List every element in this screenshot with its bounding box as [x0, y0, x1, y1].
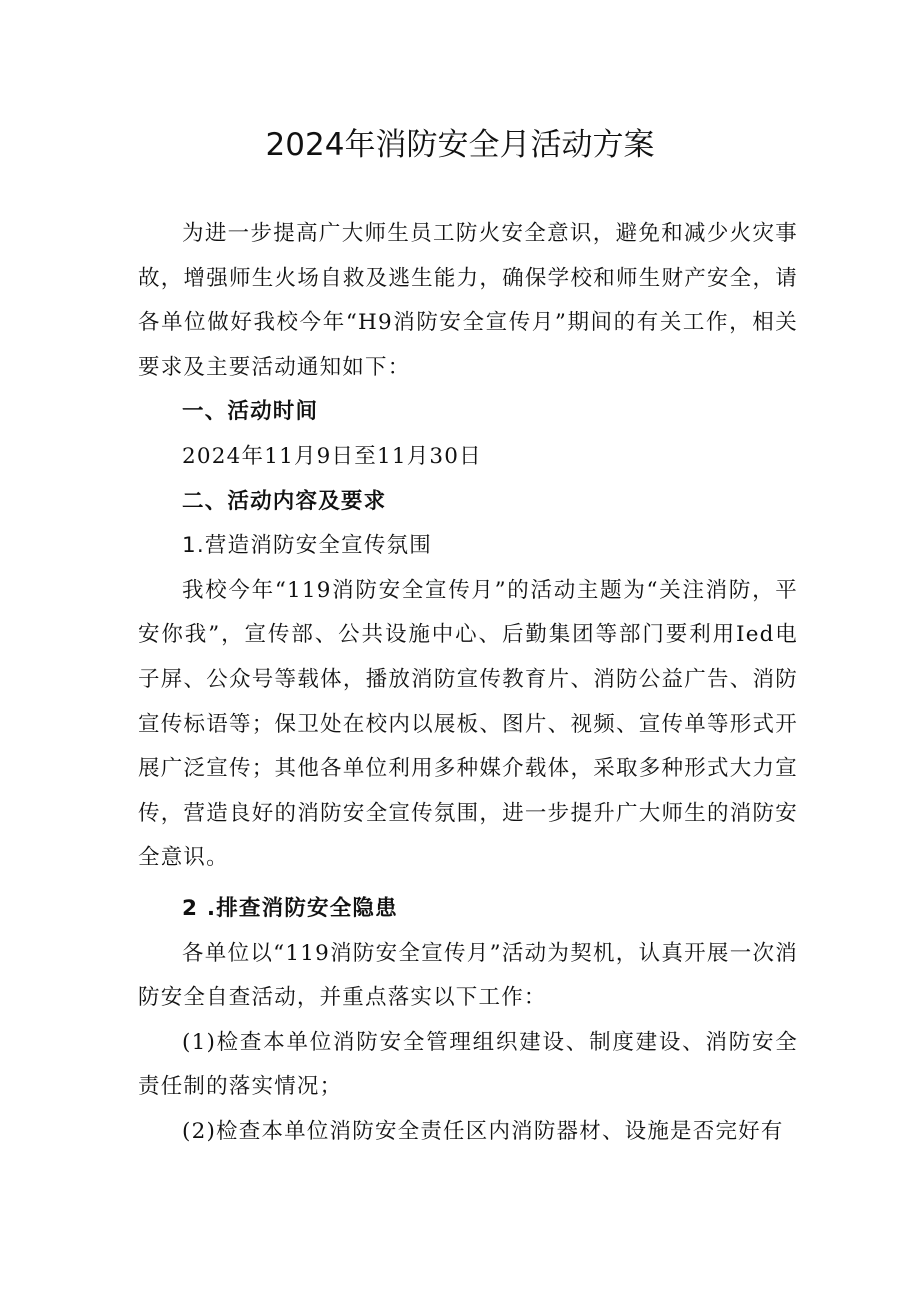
intro-paragraph: 为进一步提高广大师生员工防火安全意识，避免和减少火灾事故，增强师生火场自救及逃生能力，确保学校和师生财产安全，请各单位做好我校今年“H9消防安全宣传月”期间的有关工作，相关要求及主要活动通知如下： [138, 221, 798, 380]
section-activity-time-heading: 一、活动时间 [182, 399, 319, 425]
activity-time-text: 2024年11月9日至11月30日 [182, 443, 482, 469]
section-content-heading: 二、活动内容及要求 [182, 488, 387, 514]
item-1-paragraph: 我校今年“119消防安全宣传月”的活动主题为“关注消防，平安你我”，宣传部、公共设施中心、后勤集团等部门要利用Ied电子屏、公众号等载体，播放消防宣传教育片、消防公益广告、消防宣传标语等；保卫处在校内以展板、图片、视频、宣传单等形式开展广泛宣传；其他各单位利用多种媒介载体，采取多种形式大力宣传，营造良好的消防安全宣传氛围，进一步提升广大师生的消防安全意识。 [138, 577, 798, 871]
item-2-paragraph: 各单位以“119消防安全宣传月”活动为契机，认真开展一次消防安全自查活动，并重点落实以下工作： [138, 940, 798, 1011]
document-body [138, 212, 798, 1154]
item-1-heading: 1.营造消防安全宣传氛围 [182, 533, 432, 559]
document-title: 2024年消防安全月活动方案 [265, 127, 655, 163]
item-2-heading: 2 .排查消防安全隐患 [182, 895, 398, 921]
item-2-sub-2: (2)检查本单位消防安全责任区内消防器材、设施是否完好有 [182, 1118, 784, 1144]
item-2-sub-1: (1)检查本单位消防安全管理组织建设、制度建设、消防安全责任制的落实情况； [138, 1029, 798, 1100]
